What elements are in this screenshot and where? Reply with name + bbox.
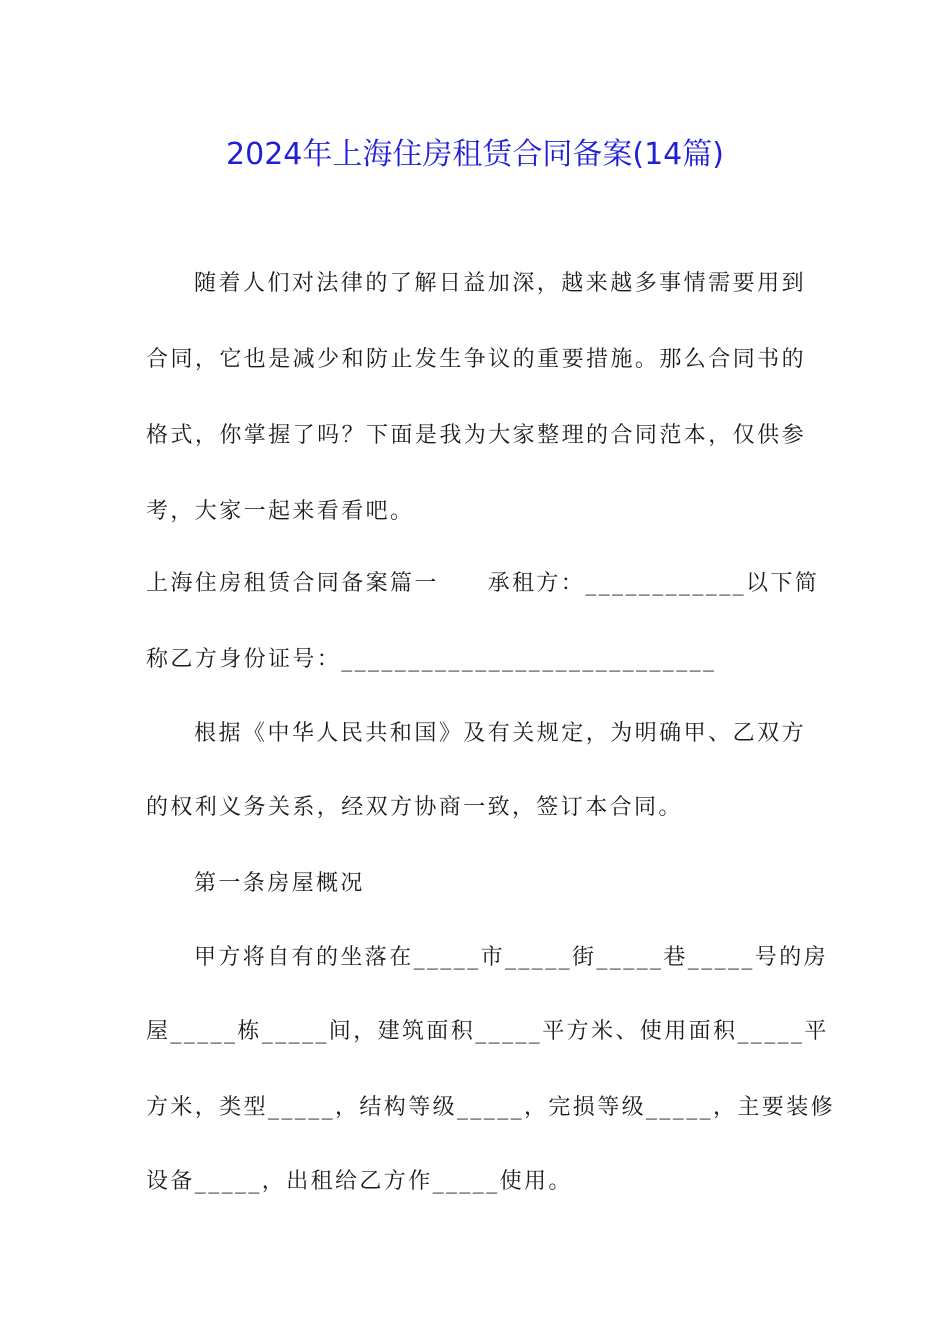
paragraph-line: 甲方将自有的坐落在_____市_____街_____巷_____号的房: [194, 945, 829, 970]
paragraph-line: 随着人们对法律的了解日益加深，越来越多事情需要用到: [194, 271, 806, 296]
paragraph-line: 方米，类型_____，结构等级_____，完损等级_____，主要装修: [146, 1095, 836, 1120]
document-title: 2024年上海住房租赁合同备案(14篇): [226, 137, 724, 172]
paragraph-line: 称乙方身份证号：____________________________: [146, 647, 717, 672]
paragraph-line: 合同，它也是减少和防止发生争议的重要措施。那么合同书的: [146, 347, 806, 372]
paragraph-line: 考，大家一起来看看吧。: [146, 499, 415, 524]
paragraph-line: 设备_____，出租给乙方作_____使用。: [146, 1169, 573, 1194]
paragraph-line: 的权利义务关系，经双方协商一致，签订本合同。: [146, 795, 683, 820]
paragraph-line: 屋_____栋_____间，建筑面积_____平方米、使用面积_____平: [146, 1019, 829, 1044]
paragraph-line: 根据《中华人民共和国》及有关规定，为明确甲、乙双方: [194, 721, 806, 746]
paragraph-line: 格式，你掌握了吗？下面是我为大家整理的合同范本，仅供参: [146, 423, 806, 448]
section-heading-line: 上海住房租赁合同备案篇一 承租方：____________以下简: [146, 571, 820, 596]
article-heading: 第一条房屋概况: [194, 871, 365, 896]
